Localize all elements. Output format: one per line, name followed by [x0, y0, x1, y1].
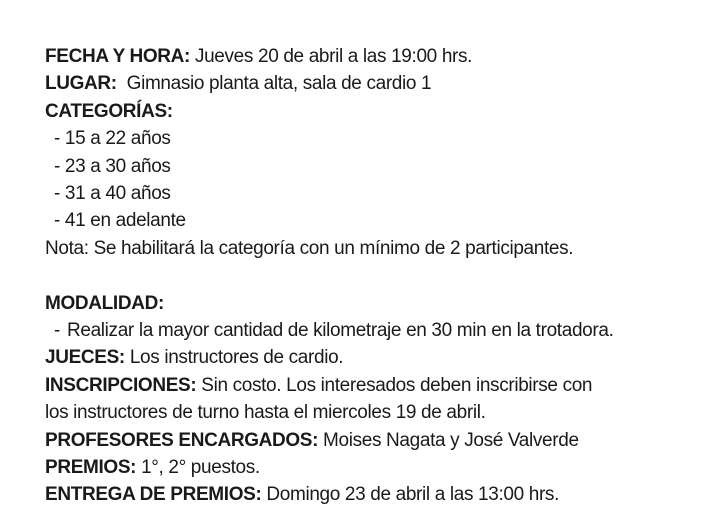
categorias-nota: Nota: Se habilitará la categoría con un mínimo de 2 participantes.: [45, 237, 574, 259]
jueces-value: Los instructores de cardio.: [124, 347, 344, 369]
section-spacer: [45, 262, 705, 289]
categorias-line: [45, 98, 705, 125]
inscripciones-value: Sin costo. Los interesados deben inscribirse con: [196, 374, 593, 396]
jueces-line: [45, 344, 705, 371]
categoria-item-4: - 41 en adelante: [54, 210, 186, 232]
premios-label: PREMIOS:: [45, 457, 137, 479]
entrega-label: ENTREGA DE PREMIOS:: [45, 484, 262, 506]
modalidad-line: [45, 290, 705, 317]
profesores-label: PROFESORES ENCARGADOS:: [45, 429, 319, 451]
categoria-item-2: - 23 a 30 años: [54, 155, 171, 177]
profesores-value: Moises Nagata y José Valverde: [318, 429, 579, 451]
inscripciones-line: [45, 372, 705, 399]
fecha-label: FECHA Y HORA:: [45, 46, 191, 67]
lugar-label: LUGAR:: [45, 73, 117, 95]
entrega-line: [45, 481, 705, 508]
modalidad-item: [45, 317, 705, 344]
fecha-value: Jueves 20 de abril a las 19:00 hrs.: [190, 46, 473, 67]
profesores-line: [45, 427, 705, 454]
categoria-item-3: - 31 a 40 años: [54, 183, 171, 205]
premios-line: [45, 454, 705, 481]
categorias-label: CATEGORÍAS:: [45, 100, 173, 122]
modalidad-label: MODALIDAD:: [45, 292, 164, 314]
document-body: [45, 43, 705, 509]
jueces-label: JUECES:: [45, 347, 125, 369]
premios-value: 1°, 2° puestos.: [136, 457, 260, 479]
modalidad-item-text: Realizar la mayor cantidad de kilometraje en 30 min en la trotadora.: [67, 320, 614, 342]
modalidad-dash: -: [54, 320, 60, 342]
inscripciones-label: INSCRIPCIONES:: [45, 374, 197, 396]
categoria-item-1: - 15 a 22 años: [54, 128, 171, 150]
lugar-line: [45, 70, 705, 97]
fecha-line: [45, 43, 705, 70]
inscripciones-line-2: los instructores de turno hasta el miercoles 19 de abril.: [45, 402, 486, 424]
entrega-value: Domingo 23 de abril a las 13:00 hrs.: [261, 484, 560, 506]
lugar-value: Gimnasio planta alta, sala de cardio 1: [116, 73, 432, 95]
